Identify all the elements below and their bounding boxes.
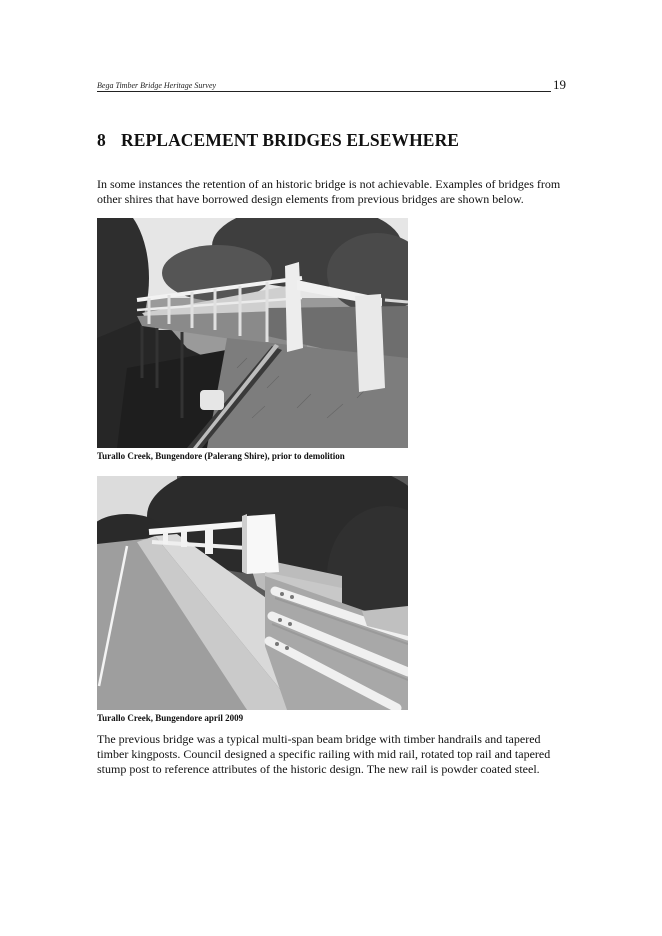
- page-number: 19: [553, 77, 566, 92]
- photo-old-timber-bridge: [97, 218, 408, 448]
- intro-paragraph: In some instances the retention of an historic bridge is not achievable. Examples of bridges from other shires that have borrowed design elements from previous bridges are shown below.: [97, 177, 561, 206]
- section-number: 8: [97, 130, 106, 150]
- header-rule: [97, 91, 551, 92]
- section-heading: [97, 130, 459, 151]
- figure-caption-1: Turallo Creek, Bungendore (Palerang Shire), prior to demolition: [97, 451, 345, 461]
- photo-new-steel-rail-bridge: [97, 476, 408, 710]
- running-header-title: Bega Timber Bridge Heritage Survey: [97, 81, 217, 90]
- section-title: REPLACEMENT BRIDGES ELSEWHERE: [121, 130, 460, 150]
- closing-paragraph: The previous bridge was a typical multi-span beam bridge with timber handrails and tapered timber kingposts. Council designed a specific railing with mid rail, rotated top rail and tapered stump post to reference attributes of the historic design. The new rail is powder coated steel.: [97, 732, 551, 776]
- figure-caption-2: Turallo Creek, Bungendore april 2009: [97, 713, 244, 723]
